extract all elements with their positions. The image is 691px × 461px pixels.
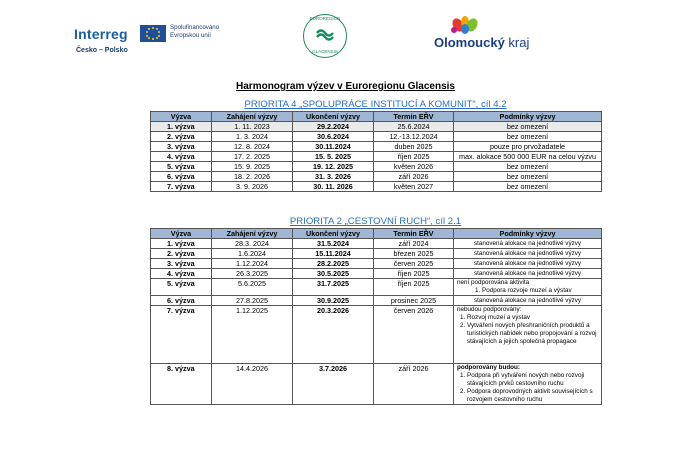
call-erv: květen 2027 — [374, 182, 454, 192]
column-header: Ukončení výzvy — [293, 112, 374, 122]
call-conditions — [454, 306, 602, 364]
call-number: 5. výzva — [151, 279, 212, 296]
call-erv: září 2026 — [374, 172, 454, 182]
call-number: 3. výzva — [151, 142, 212, 152]
table-row — [151, 296, 602, 306]
call-conditions: stanovená alokace na jednotlivé výzvy — [454, 269, 602, 279]
call-start: 14.4.2026 — [212, 364, 293, 405]
call-conditions: bez omezení — [454, 132, 602, 142]
column-header: Podmínky výzvy — [454, 112, 602, 122]
table-row — [151, 182, 602, 192]
call-end: 3.7.2026 — [293, 364, 374, 405]
call-end: 30.5.2025 — [293, 269, 374, 279]
condition-text: 1. Podpora rozvoje muzeí a výstav — [475, 287, 572, 294]
table-row — [151, 132, 602, 142]
call-erv: duben 2025 — [374, 142, 454, 152]
call-start: 18. 2. 2026 — [212, 172, 293, 182]
call-erv: prosinec 2025 — [374, 296, 454, 306]
call-start: 1. 3. 2024 — [212, 132, 293, 142]
column-header: Výzva — [151, 229, 212, 239]
call-start: 1. 11. 2023 — [212, 122, 293, 132]
call-erv: květen 2026 — [374, 162, 454, 172]
logo-bar — [0, 0, 691, 70]
call-start: 15. 9. 2025 — [212, 162, 293, 172]
call-conditions: bez omezení — [454, 122, 602, 132]
call-number: 6. výzva — [151, 296, 212, 306]
call-end: 15. 5. 2025 — [293, 152, 374, 162]
table-row — [151, 162, 602, 172]
condition-text: nebudou podporovány: — [457, 306, 522, 313]
table-row — [151, 249, 602, 259]
table-header-row — [151, 229, 602, 239]
call-conditions: bez omezení — [454, 182, 602, 192]
table-row — [151, 279, 602, 296]
page-title: Harmonogram výzev v Euroregionu Glacensis — [236, 81, 455, 92]
call-conditions: stanovená alokace na jednotlivé výzvy — [454, 259, 602, 269]
column-header: Zahájení výzvy — [212, 229, 293, 239]
call-erv: 12.-13.12.2024 — [374, 132, 454, 142]
condition-list — [457, 372, 598, 404]
call-end: 28.2.2025 — [293, 259, 374, 269]
call-number: 8. výzva — [151, 364, 212, 405]
call-end: 31. 3. 2026 — [293, 172, 374, 182]
column-header: Termín EŘV — [374, 112, 454, 122]
call-start: 27.8.2025 — [212, 296, 293, 306]
call-end: 30.6.2024 — [293, 132, 374, 142]
call-conditions: bez omezení — [454, 162, 602, 172]
call-conditions: stanovená alokace na jednotlivé výzvy — [454, 249, 602, 259]
call-conditions: pouze pro prvožadatele — [454, 142, 602, 152]
table-row — [151, 152, 602, 162]
call-number: 4. výzva — [151, 152, 212, 162]
call-end: 30. 11. 2026 — [293, 182, 374, 192]
call-number: 3. výzva — [151, 259, 212, 269]
list-item: 2. Vytváření nových přeshraničních produktů a turistických nabídek nebo propojování a rozvoj stávajících a jejich společná propagace — [467, 322, 598, 346]
call-erv: září 2024 — [374, 239, 454, 249]
call-end: 31.7.2025 — [293, 279, 374, 296]
call-number: 5. výzva — [151, 162, 212, 172]
call-conditions: stanovená alokace na jednotlivé výzvy — [454, 239, 602, 249]
olomouc-name: Olomoucký — [434, 35, 505, 50]
call-conditions — [454, 364, 602, 405]
call-start: 28.3. 2024 — [212, 239, 293, 249]
call-number: 2. výzva — [151, 132, 212, 142]
glacensis-bottom-text: GLACENSIS — [312, 49, 338, 54]
priority4-heading: PRIORITA 4 „SPOLUPRÁCE INSTITUCÍ A KOMUNIT“, cíl 4.2 — [244, 99, 507, 110]
glacensis-emblem-icon — [316, 28, 334, 42]
call-number: 1. výzva — [151, 239, 212, 249]
call-conditions: max. alokace 500 000 EUR na celou výzvu — [454, 152, 602, 162]
priority2-heading: PRIORITA 2 „CESTOVNÍ RUCH“, cíl 2.1 — [289, 216, 462, 227]
table-row — [151, 122, 602, 132]
call-start: 1.12.2024 — [212, 259, 293, 269]
call-start: 12. 8. 2024 — [212, 142, 293, 152]
call-number: 6. výzva — [151, 172, 212, 182]
list-item: 1. Podpora při vytváření nových nebo rozvoji stávajících prvků cestovního ruchu — [467, 372, 598, 388]
call-erv: říjen 2025 — [374, 279, 454, 296]
call-end: 19. 12. 2025 — [293, 162, 374, 172]
call-erv: říjen 2025 — [374, 269, 454, 279]
call-conditions: stanovená alokace na jednotlivé výzvy — [454, 296, 602, 306]
column-header: Ukončení výzvy — [293, 229, 374, 239]
column-header: Zahájení výzvy — [212, 112, 293, 122]
call-number: 2. výzva — [151, 249, 212, 259]
call-end: 30.11.2024 — [293, 142, 374, 152]
call-number: 1. výzva — [151, 122, 212, 132]
table-row — [151, 142, 602, 152]
eu-cofinanced-text: Spolufinancováno Evropskou unií — [170, 24, 220, 39]
call-number: 4. výzva — [151, 269, 212, 279]
call-end: 20.3.2026 — [293, 306, 374, 364]
condition-text: není podporována aktivita — [457, 279, 530, 286]
call-erv: 25.6.2024 — [374, 122, 454, 132]
condition-list — [457, 314, 598, 346]
call-start: 17. 2. 2025 — [212, 152, 293, 162]
condition-text: podporovány budou: — [457, 364, 520, 371]
call-start: 1.6.2024 — [212, 249, 293, 259]
interreg-subtitle: Česko – Polsko — [76, 47, 128, 54]
call-end: 30.9.2025 — [293, 296, 374, 306]
column-header: Termín EŘV — [374, 229, 454, 239]
glacensis-top-text: EUROREGION — [309, 16, 341, 21]
interreg-logo: Interreg — [74, 26, 128, 42]
call-end: 29.2.2024 — [293, 122, 374, 132]
call-start: 26.3.2025 — [212, 269, 293, 279]
call-erv: červen 2026 — [374, 306, 454, 364]
olomouc-region-logo — [434, 35, 529, 50]
call-erv: září 2026 — [374, 364, 454, 405]
call-start: 5.6.2025 — [212, 279, 293, 296]
euroregion-glacensis-logo — [303, 14, 347, 58]
call-conditions — [454, 279, 602, 296]
olomouc-suffix: kraj — [508, 35, 530, 50]
table-row — [151, 259, 602, 269]
table-row — [151, 172, 602, 182]
call-erv: březen 2025 — [374, 249, 454, 259]
table-header-row — [151, 112, 602, 122]
list-item: 1. Rozvoj muzeí a výstav — [467, 314, 598, 322]
column-header: Výzva — [151, 112, 212, 122]
call-conditions: bez omezení — [454, 172, 602, 182]
call-erv: červen 2025 — [374, 259, 454, 269]
call-start: 3. 9. 2026 — [212, 182, 293, 192]
call-end: 15.11.2024 — [293, 249, 374, 259]
column-header: Podmínky výzvy — [454, 229, 602, 239]
priority4-table — [150, 111, 602, 192]
table-row — [151, 364, 602, 405]
call-number: 7. výzva — [151, 182, 212, 192]
call-number: 7. výzva — [151, 306, 212, 364]
table-row — [151, 269, 602, 279]
call-end: 31.5.2024 — [293, 239, 374, 249]
olomouc-flower-icon — [448, 15, 482, 35]
priority2-table — [150, 228, 602, 405]
call-start: 1.12.2025 — [212, 306, 293, 364]
table-row — [151, 239, 602, 249]
call-erv: říjen 2025 — [374, 152, 454, 162]
table-row — [151, 306, 602, 364]
list-item: 2. Podpora doprovodných aktivit souvisejících s rozvojem cestovního ruchu — [467, 388, 598, 404]
eu-flag-icon — [140, 25, 166, 42]
